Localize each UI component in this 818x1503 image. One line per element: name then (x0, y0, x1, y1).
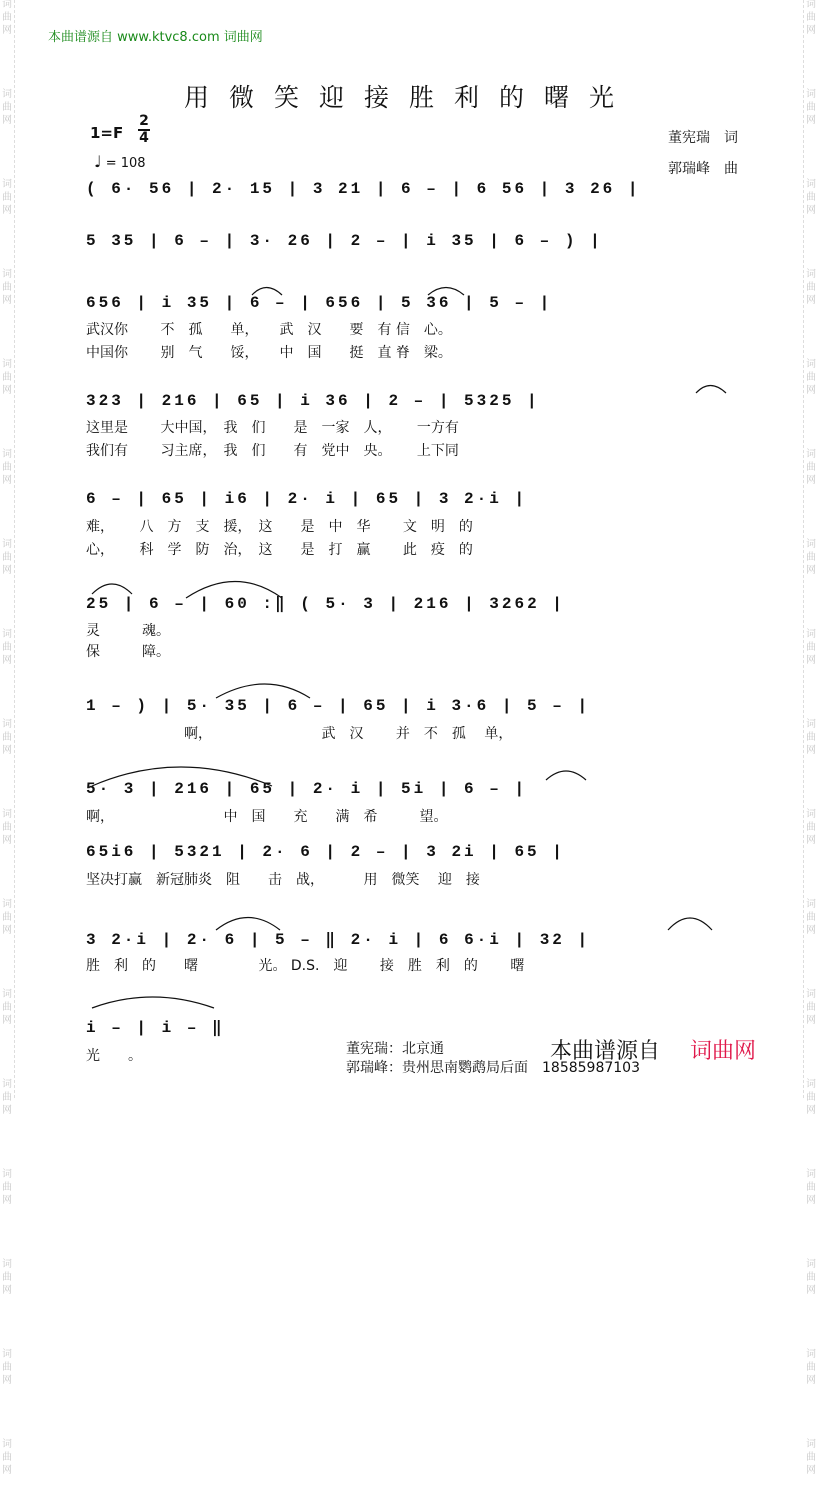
system-4-lyrics-1: 这里是 大中国， 我 们 是 一家 人， 一方有 (86, 420, 459, 436)
side-watermark-gap (804, 1209, 816, 1233)
side-watermark-char: 曲 (806, 372, 816, 383)
system-6-notes: 25 | 6 – | 60 :‖ ( 5· 3 | 216 | 3262 | (86, 595, 565, 613)
system-5-lyrics-1: 难， 八 方 支 援， 这 是 中 华 文 明 的 (86, 519, 473, 535)
side-watermark-char: 词 (806, 89, 816, 100)
side-watermark-char: 网 (806, 835, 816, 846)
side-watermark-char: 网 (806, 925, 816, 936)
side-watermark-gap (804, 1029, 816, 1053)
system-10-notes: 3 2·i | 2· 6 | 5 – ‖ 2· i | 6 6·i | 32 | (86, 931, 591, 949)
side-watermark-char: 曲 (2, 1272, 12, 1283)
side-watermark-gap (2, 1299, 14, 1323)
side-watermark-gap (2, 579, 14, 603)
side-watermark-gap (804, 1299, 816, 1323)
side-watermark-gap (2, 669, 14, 693)
system-11-lyrics-1: 光 。 (86, 1048, 142, 1064)
system-5-lyrics-2: 心， 科 学 防 治， 这 是 打 赢 此 疫 的 (86, 542, 473, 558)
system-5-notes: 6 – | 65 | i6 | 2· i | 65 | 3 2·i | (86, 490, 528, 508)
system-9-lyrics-1: 坚决打赢 新冠肺炎 阻 击 战， 用 微笑 迎 接 (86, 872, 480, 888)
side-watermark-char: 网 (2, 565, 12, 576)
side-watermark-gap (2, 1119, 14, 1143)
source-line: 本曲谱源自 www.ktvc8.com 词曲网 (48, 30, 263, 45)
side-watermark-char: 网 (2, 1105, 12, 1116)
side-watermark-gap (2, 129, 14, 153)
side-watermark-gap (804, 759, 816, 783)
system-7-lyrics-1: 啊， 武 汉 并 不 孤 单， (86, 726, 513, 742)
side-watermark-char: 词 (2, 629, 12, 640)
quarter-note-icon: ♩ (94, 152, 102, 171)
side-watermark-gap (2, 39, 14, 63)
side-watermark-char: 网 (2, 1465, 12, 1476)
side-watermark-gap (2, 309, 14, 333)
side-watermark-char: 词 (806, 539, 816, 550)
side-watermark-char: 曲 (806, 552, 816, 563)
side-watermark-char: 曲 (2, 282, 12, 293)
time-top: 2 (139, 113, 149, 129)
side-watermark-char: 词 (806, 989, 816, 1000)
side-watermark-char: 曲 (2, 642, 12, 653)
side-watermark-char: 曲 (2, 1452, 12, 1463)
system-6-lyrics-2: 保 障。 (86, 644, 170, 660)
side-watermark-char: 网 (2, 1285, 12, 1296)
side-watermark-gap (2, 1029, 14, 1053)
side-watermark-char: 网 (806, 1285, 816, 1296)
side-watermark-char: 词 (806, 809, 816, 820)
side-watermark-char: 词 (806, 719, 816, 730)
side-watermark-gap (2, 849, 14, 873)
system-2-notes: 5 35 | 6 – | 3· 26 | 2 – | i 35 | 6 – ) | (86, 232, 603, 250)
time-bottom: 4 (139, 130, 149, 146)
system-3-notes: 656 | i 35 | 6 – | 656 | 5 36 | 5 – | (86, 294, 553, 312)
side-watermark-char: 词 (806, 1439, 816, 1450)
side-watermark-char: 网 (806, 1015, 816, 1026)
side-watermark-gap (2, 939, 14, 963)
side-watermark-char: 曲 (2, 732, 12, 743)
system-8-notes: 5· 3 | 216 | 65 | 2· i | 5i | 6 – | (86, 780, 528, 798)
side-watermark-char: 网 (2, 25, 12, 36)
side-watermark-char: 词 (806, 449, 816, 460)
side-watermark-char: 网 (2, 1015, 12, 1026)
side-watermark-gap (804, 39, 816, 63)
side-watermark-char: 曲 (806, 462, 816, 473)
side-watermark-char: 网 (2, 925, 12, 936)
side-watermark-char: 曲 (2, 12, 12, 23)
side-watermark-char: 网 (2, 295, 12, 306)
side-watermark-left (2, 0, 15, 1476)
system-4-lyrics-2: 我们有 习主席， 我 们 有 党中 央。 上下同 (86, 443, 459, 459)
side-watermark-char: 网 (806, 385, 816, 396)
side-watermark-char: 词 (2, 899, 12, 910)
system-10-lyrics-1: 胜 利 的 曙 光。 D.S. 迎 接 胜 利 的 曙 (86, 958, 525, 974)
side-watermark-char: 网 (806, 745, 816, 756)
system-3-lyrics-2: 中国你 别 气 馁， 中 国 挺 直 脊 梁。 (86, 345, 452, 361)
side-watermark-char: 词 (806, 0, 816, 10)
side-watermark-gap (2, 1389, 14, 1413)
side-watermark-char: 网 (806, 1465, 816, 1476)
lyricist-credit: 董宪瑞 词 (668, 130, 738, 146)
side-watermark-char: 曲 (2, 192, 12, 203)
tempo-marking (94, 152, 146, 171)
tempo-value: = 108 (105, 156, 146, 171)
side-watermark-char: 曲 (806, 282, 816, 293)
side-watermark-char: 网 (2, 835, 12, 846)
side-watermark-char: 词 (2, 809, 12, 820)
side-watermark-gap (804, 129, 816, 153)
side-watermark-gap (804, 309, 816, 333)
side-watermark-gap (2, 219, 14, 243)
side-watermark-gap (804, 1119, 816, 1143)
side-watermark-gap (804, 219, 816, 243)
slur (216, 684, 310, 698)
slur (92, 997, 214, 1008)
side-watermark-char: 词 (806, 1349, 816, 1360)
system-8-lyrics-1: 啊， 中 国 充 满 希 望。 (86, 809, 448, 825)
side-watermark-char: 网 (2, 655, 12, 666)
side-watermark-char: 网 (2, 1195, 12, 1206)
side-watermark-char: 曲 (806, 12, 816, 23)
brand-accent: 词曲网 (690, 1039, 757, 1064)
side-watermark-char: 词 (2, 0, 12, 10)
side-watermark-char: 曲 (806, 102, 816, 113)
side-watermark-char: 曲 (2, 102, 12, 113)
side-watermark-char: 曲 (2, 822, 12, 833)
side-watermark-char: 曲 (806, 732, 816, 743)
side-watermark-char: 网 (806, 655, 816, 666)
side-watermark-char: 网 (2, 475, 12, 486)
system-1-notes: ( 6· 56 | 2· 15 | 3 21 | 6 – | 6 56 | 3 26 | (86, 180, 641, 198)
side-watermark-char: 网 (2, 115, 12, 126)
side-watermark-char: 词 (2, 1349, 12, 1360)
side-watermark-gap (804, 669, 816, 693)
side-watermark-gap (804, 849, 816, 873)
side-watermark-char: 词 (2, 1169, 12, 1180)
side-watermark-char: 曲 (2, 552, 12, 563)
side-watermark-char: 网 (806, 115, 816, 126)
side-watermark-char: 曲 (806, 192, 816, 203)
side-watermark-char: 网 (2, 385, 12, 396)
system-11-notes: i – | i – ‖ (86, 1019, 225, 1037)
side-watermark-right (803, 0, 816, 1476)
system-4-notes: 323 | 216 | 65 | i 36 | 2 – | 5325 | (86, 392, 540, 410)
side-watermark-char: 曲 (806, 1182, 816, 1193)
side-watermark-char: 词 (2, 1079, 12, 1090)
side-watermark-char: 词 (2, 539, 12, 550)
side-watermark-gap (804, 1389, 816, 1413)
side-watermark-char: 词 (2, 449, 12, 460)
side-watermark-gap (804, 1479, 816, 1503)
side-watermark-char: 词 (2, 359, 12, 370)
side-watermark-char: 网 (2, 205, 12, 216)
side-watermark-char: 网 (806, 205, 816, 216)
side-watermark-char: 网 (806, 565, 816, 576)
side-watermark-char: 曲 (806, 822, 816, 833)
side-watermark-char: 词 (806, 179, 816, 190)
side-watermark-char: 网 (806, 25, 816, 36)
side-watermark-char: 曲 (2, 1002, 12, 1013)
time-signature (138, 114, 150, 146)
side-watermark-char: 词 (806, 1079, 816, 1090)
system-6-lyrics-1: 灵 魂。 (86, 623, 170, 639)
side-watermark-char: 词 (806, 1169, 816, 1180)
side-watermark-gap (2, 1209, 14, 1233)
side-watermark-char: 曲 (806, 642, 816, 653)
side-watermark-char: 词 (2, 179, 12, 190)
brand-main: 本曲谱源自 (550, 1039, 661, 1064)
side-watermark-char: 曲 (2, 912, 12, 923)
system-3-lyrics-1: 武汉你 不 孤 单， 武 汉 要 有 信 心。 (86, 322, 452, 338)
side-watermark-char: 网 (2, 1375, 12, 1386)
side-watermark-char: 网 (806, 1375, 816, 1386)
side-watermark-char: 词 (2, 719, 12, 730)
side-watermark-char: 词 (2, 89, 12, 100)
side-watermark-gap (2, 1479, 14, 1503)
side-watermark-gap (804, 489, 816, 513)
side-watermark-char: 词 (806, 359, 816, 370)
side-watermark-char: 曲 (806, 1272, 816, 1283)
side-watermark-char: 曲 (806, 1362, 816, 1373)
slur (546, 771, 586, 780)
side-watermark-char: 词 (806, 1259, 816, 1270)
side-watermark-char: 网 (806, 475, 816, 486)
side-watermark-gap (804, 939, 816, 963)
side-watermark-char: 词 (806, 269, 816, 280)
side-watermark-gap (804, 399, 816, 423)
composer-credit: 郭瑞峰 曲 (668, 161, 738, 177)
side-watermark-gap (2, 489, 14, 513)
side-watermark-char: 网 (806, 295, 816, 306)
side-watermark-gap (2, 399, 14, 423)
key-signature: 1=F (90, 124, 124, 142)
side-watermark-char: 词 (2, 1439, 12, 1450)
footer-line-2: 郭瑞峰：贵州思南鹦鹉局后面 18585987103 (346, 1060, 640, 1076)
song-title: 用微笑迎接胜利的曙光 (183, 83, 634, 112)
side-watermark-char: 网 (2, 745, 12, 756)
side-watermark-char: 曲 (2, 462, 12, 473)
system-7-notes: 1 – ) | 5· 35 | 6 – | 65 | i 3·6 | 5 – | (86, 697, 591, 715)
side-watermark-char: 曲 (2, 372, 12, 383)
side-watermark-char: 曲 (2, 1362, 12, 1373)
side-watermark-char: 词 (806, 629, 816, 640)
side-watermark-char: 网 (806, 1195, 816, 1206)
side-watermark-gap (804, 579, 816, 603)
footer-line-1: 董宪瑞：北京通 (346, 1041, 444, 1057)
side-watermark-char: 词 (2, 269, 12, 280)
side-watermark-gap (2, 759, 14, 783)
side-watermark-char: 词 (2, 1259, 12, 1270)
side-watermark-char: 词 (2, 989, 12, 1000)
side-watermark-char: 曲 (806, 1002, 816, 1013)
system-9-notes: 65i6 | 5321 | 2· 6 | 2 – | 3 2i | 65 | (86, 843, 565, 861)
side-watermark-char: 网 (806, 1105, 816, 1116)
side-watermark-char: 曲 (2, 1182, 12, 1193)
side-watermark-char: 词 (806, 899, 816, 910)
side-watermark-char: 曲 (806, 1092, 816, 1103)
side-watermark-char: 曲 (806, 912, 816, 923)
side-watermark-char: 曲 (806, 1452, 816, 1463)
side-watermark-char: 曲 (2, 1092, 12, 1103)
